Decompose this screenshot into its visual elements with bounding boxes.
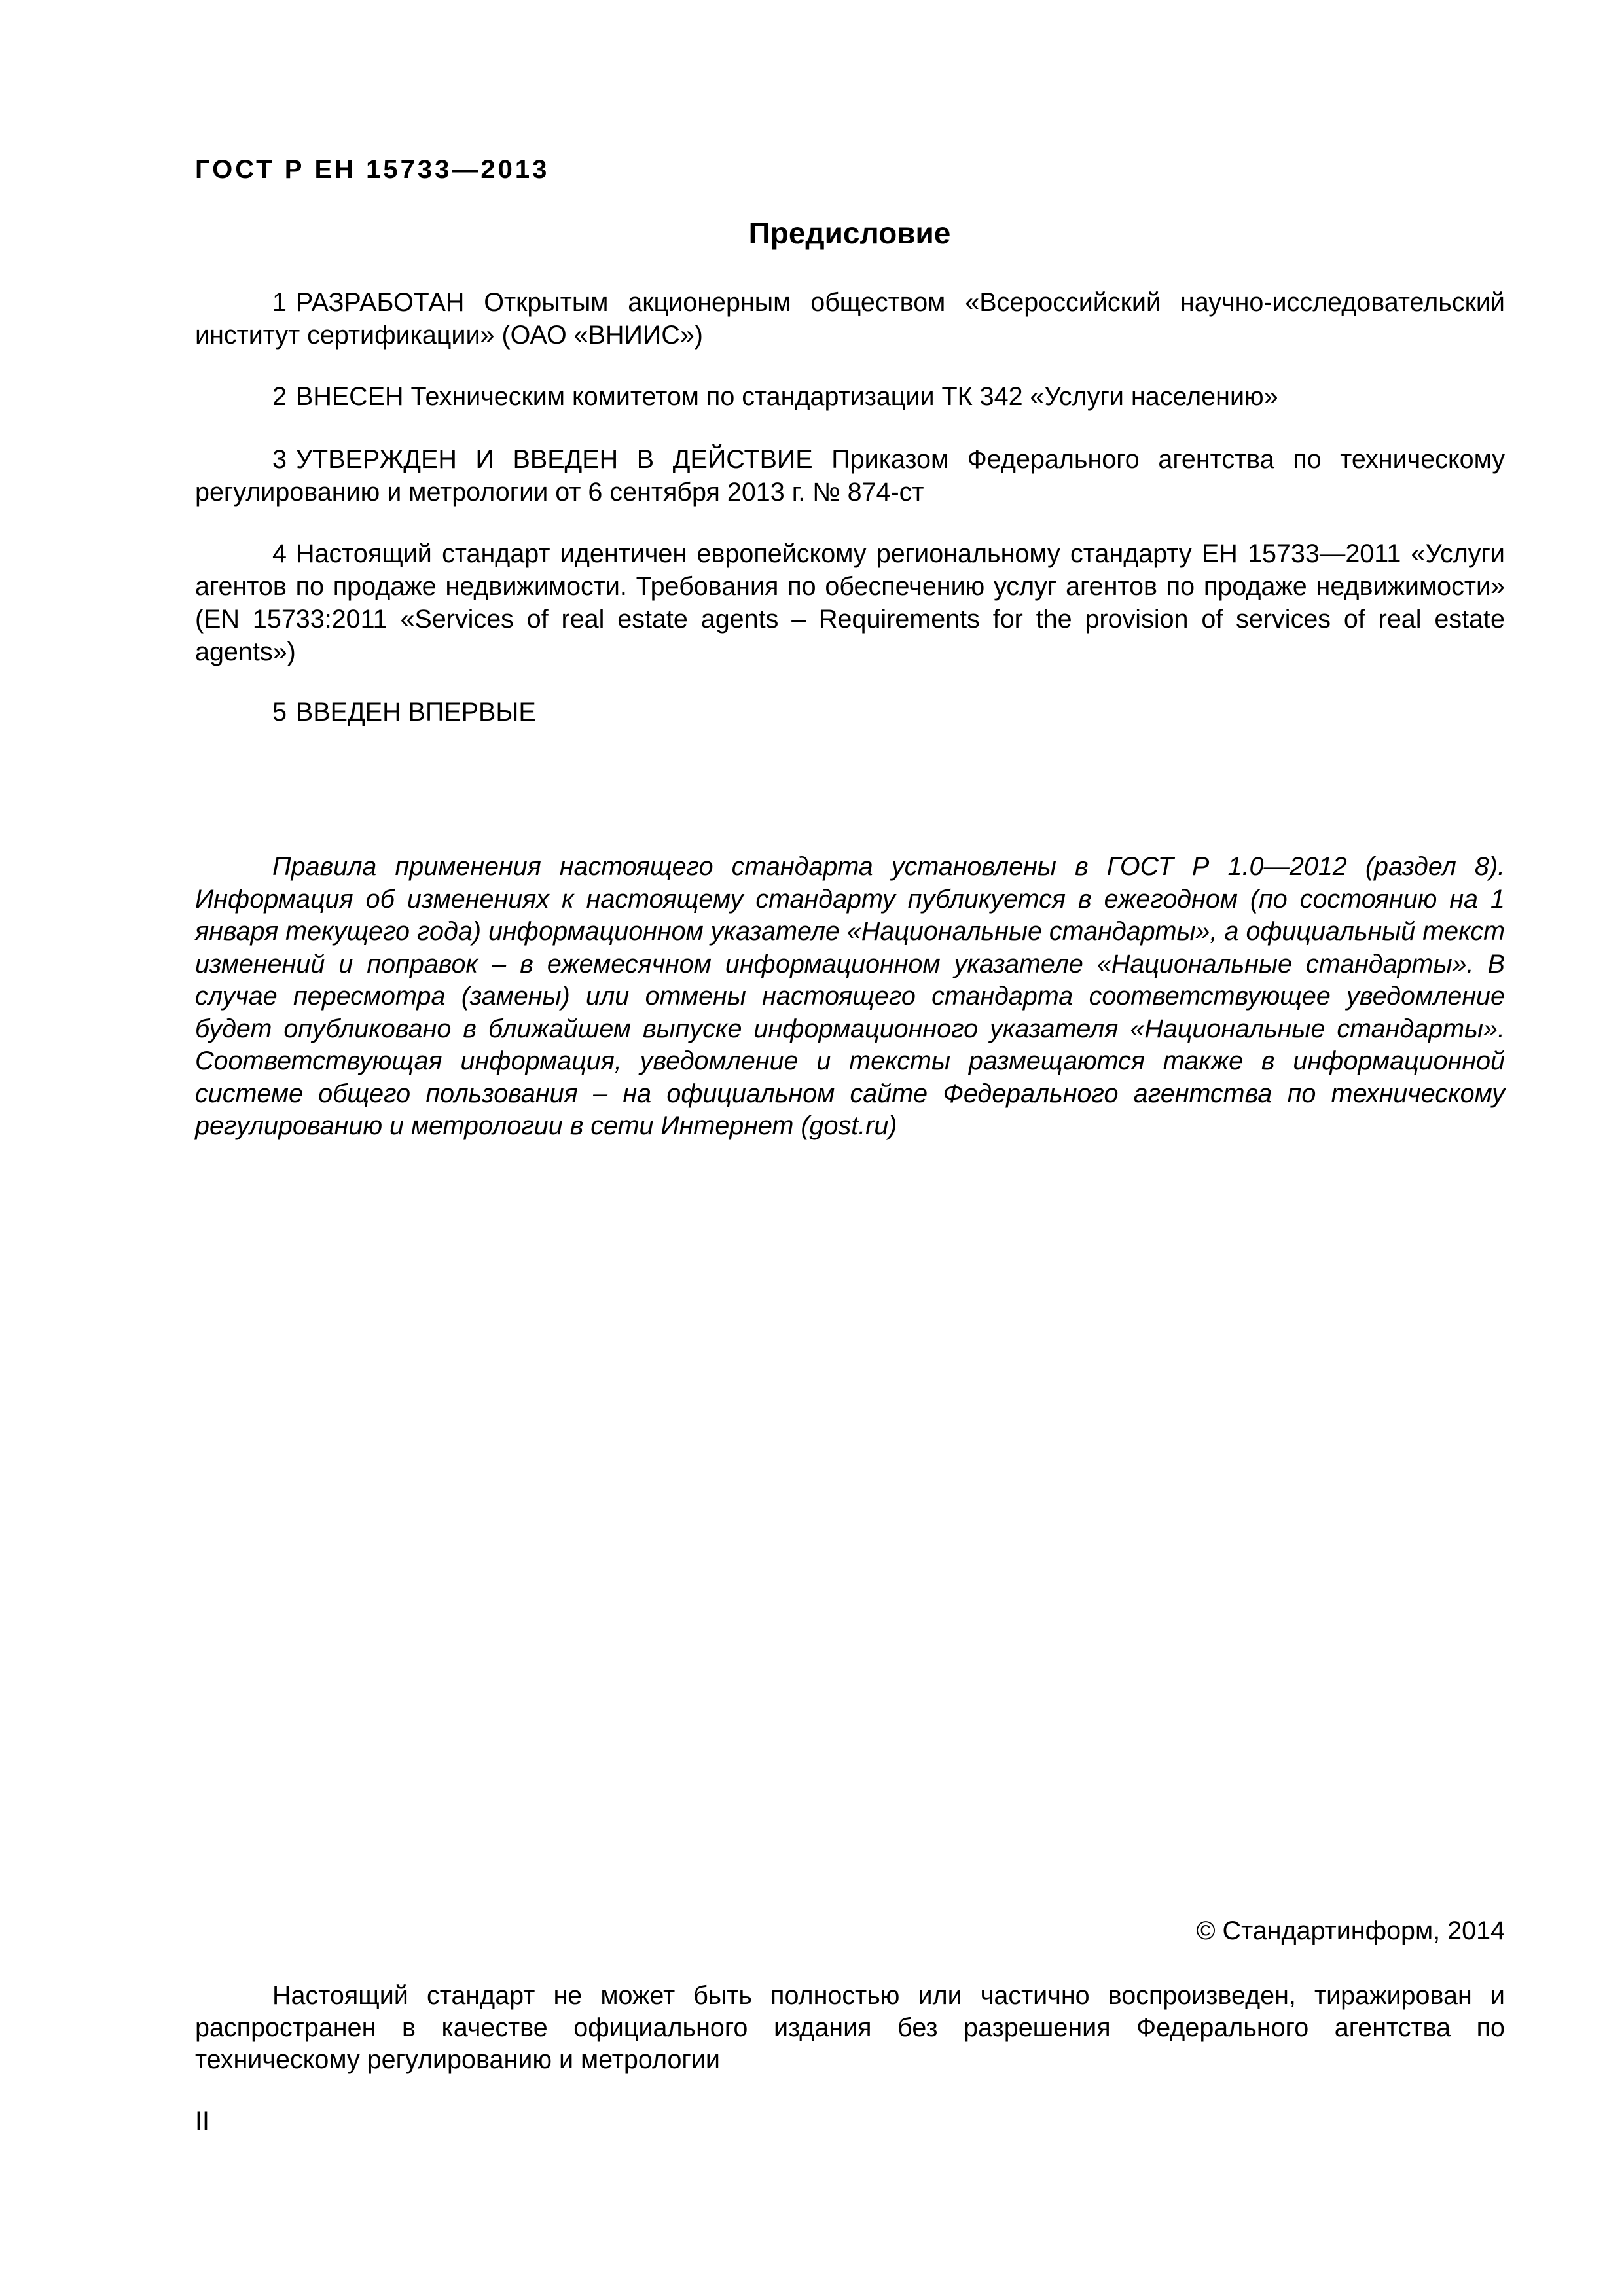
application-rules-notice: Правила применения настоящего стандарта установлены в ГОСТ Р 1.0—2012 (раздел 8). Информация об изменениях к настоящему стандарту публикуется в ежегодном (по состоянию на 1 января текущего года) информационном указателе «Национальные стандарты», а официальный текст изменений и поправок – в ежемесячном информационном указателе «Национальные стандарты». В случае пересмотра (замены) или отмены настоящего стандарта соответствующее уведомление будет опубликовано в ближайшем выпуске информационного указателя «Национальные стандарты». Соответствующая информация, уведомление и тексты размещаются также в информационной системе общего пользования – на официальном сайте Федерального агентства по техническому регулированию и метрологии в сети Интернет (gost.ru): [195, 852, 1505, 1140]
item-text: Настоящий стандарт идентичен европейскому региональному стандарту ЕН 15733—2011 «Услуги агентов по продаже недвижимости. Требования по обеспечению услуг агентов по продаже недвижимости» (EN 15733:2011 «Services of real estate agents – Requirements for the provision of services of real estate agents»): [195, 539, 1505, 666]
foreword-item-4: [195, 537, 1505, 668]
item-number: 2: [272, 382, 287, 411]
copyright-line: © Стандартинформ, 2014: [1196, 1916, 1505, 1945]
reproduction-notice: Настоящий стандарт не может быть полностью или частично воспроизведен, тиражирован и распространен в качестве официального издания без разрешения Федерального агентства по техническому регулированию и метрологии: [195, 1981, 1505, 2074]
foreword-item-2: [195, 380, 1505, 413]
foreword-item-3: [195, 443, 1505, 509]
item-text: ВНЕСЕН Техническим комитетом по стандартизации ТК 342 «Услуги населению»: [295, 382, 1278, 411]
foreword-item-1: [195, 286, 1505, 351]
standard-designation: ГОСТ Р ЕН 15733—2013: [195, 155, 550, 184]
item-number: 5: [272, 698, 287, 726]
item-text: УТВЕРЖДЕН И ВВЕДЕН В ДЕЙСТВИЕ Приказом Федерального агентства по техническому регулированию и метрологии от 6 сентября 2013 г. № 874-ст: [195, 445, 1505, 507]
foreword-item-5: [195, 696, 1505, 728]
page-title: Предисловие: [748, 216, 951, 250]
item-text: ВВЕДЕН ВПЕРВЫЕ: [295, 698, 536, 726]
item-text: РАЗРАБОТАН Открытым акционерным обществом «Всероссийский научно-исследовательский институт сертификации» (ОАО «ВНИИС»): [195, 288, 1505, 350]
item-number: 3: [272, 445, 287, 474]
item-number: 4: [272, 539, 287, 568]
page-number: II: [195, 2107, 209, 2136]
item-number: 1: [272, 288, 287, 317]
